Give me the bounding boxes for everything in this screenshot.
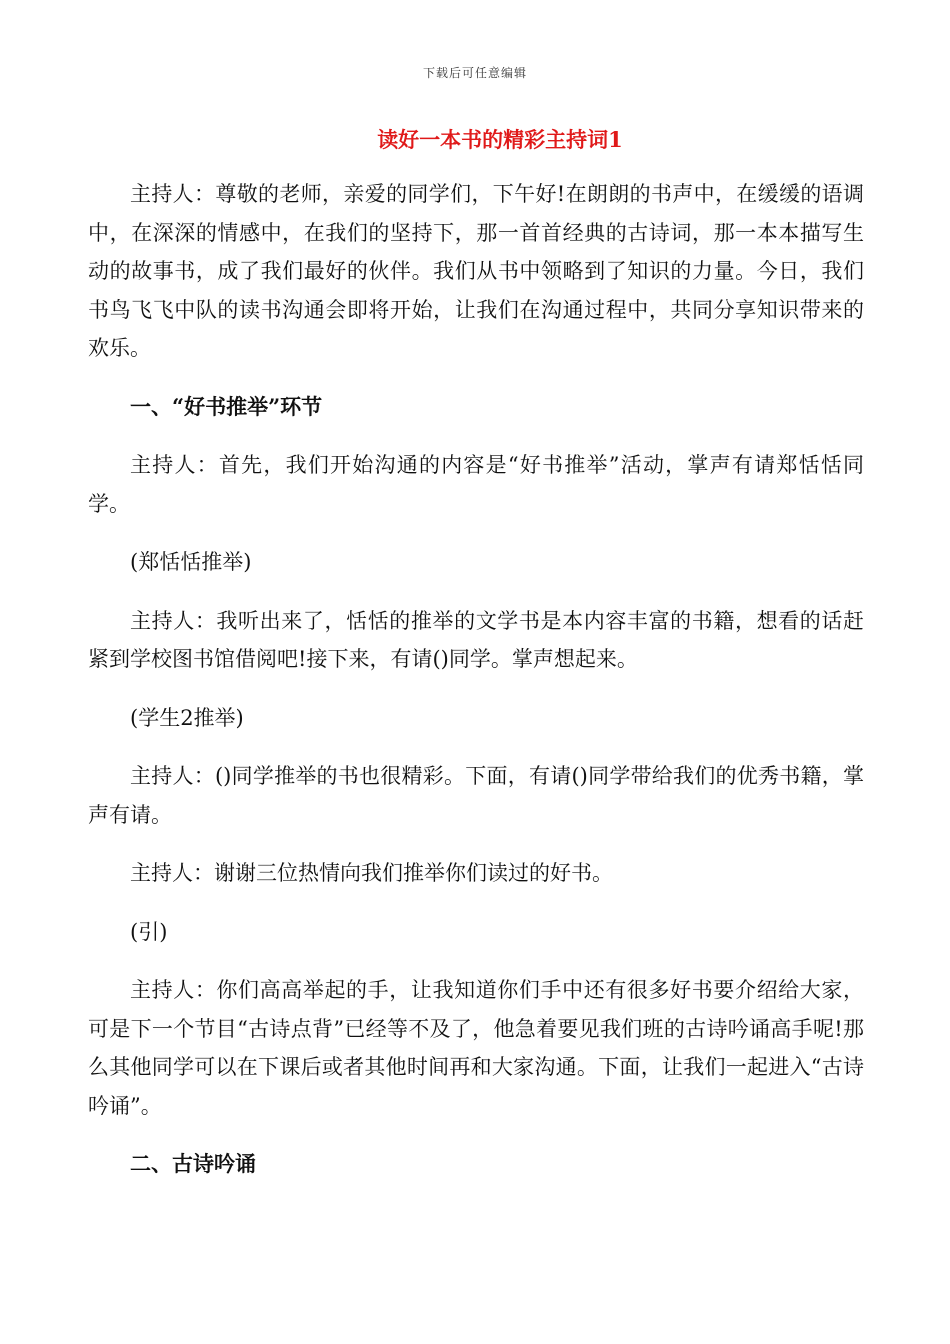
document-body xyxy=(88,175,864,1184)
intro-paragraph: 主持人：尊敬的老师，亲爱的同学们，下午好!在朗朗的书声中，在缓缓的语调中，在深深的情感中，在我们的坚持下，那一首首经典的古诗词，那一本本描写生动的故事书，成了我们最好的伙伴。我们从书中领略到了知识的力量。今日，我们书鸟飞飞中队的读书沟通会即将开始，让我们在沟通过程中，共同分享知识带来的欢乐。 xyxy=(88,182,864,360)
section-heading-1: 一、“好书推举”环节 xyxy=(130,393,323,419)
paragraph-3: 主持人：我听出来了，恬恬的推举的文学书是本内容丰富的书籍，想看的话赶紧到学校图书馆借阅吧!接下来，有请()同学。掌声想起来。 xyxy=(88,608,864,671)
paragraph-7: (引) xyxy=(130,919,168,944)
paragraph-8: 主持人：你们高高举起的手，让我知道你们手中还有很多好书要介绍给大家，可是下一个节目“古诗点背”已经等不及了，他急着要见我们班的古诗吟诵高手呢!那么其他同学可以在下课后或者其他时间再和大家沟通。下面，让我们一起进入“古诗吟诵”。 xyxy=(88,978,864,1118)
document-title: 读好一本书的精彩主持词1 xyxy=(377,127,623,152)
header-note: 下载后可任意编辑 xyxy=(422,66,527,80)
paragraph-1: 主持人：首先，我们开始沟通的内容是“好书推举”活动，掌声有请郑恬恬同学。 xyxy=(88,453,864,516)
paragraph-6: 主持人：谢谢三位热情向我们推举你们读过的好书。 xyxy=(130,861,613,885)
section-heading-2: 二、古诗吟诵 xyxy=(130,1151,256,1176)
paragraph-2: (郑恬恬推举) xyxy=(130,550,252,574)
paragraph-4: (学生2推举) xyxy=(130,705,244,730)
paragraph-5: 主持人：()同学推举的书也很精彩。下面，有请()同学带给我们的优秀书籍，掌声有请。 xyxy=(88,764,864,827)
